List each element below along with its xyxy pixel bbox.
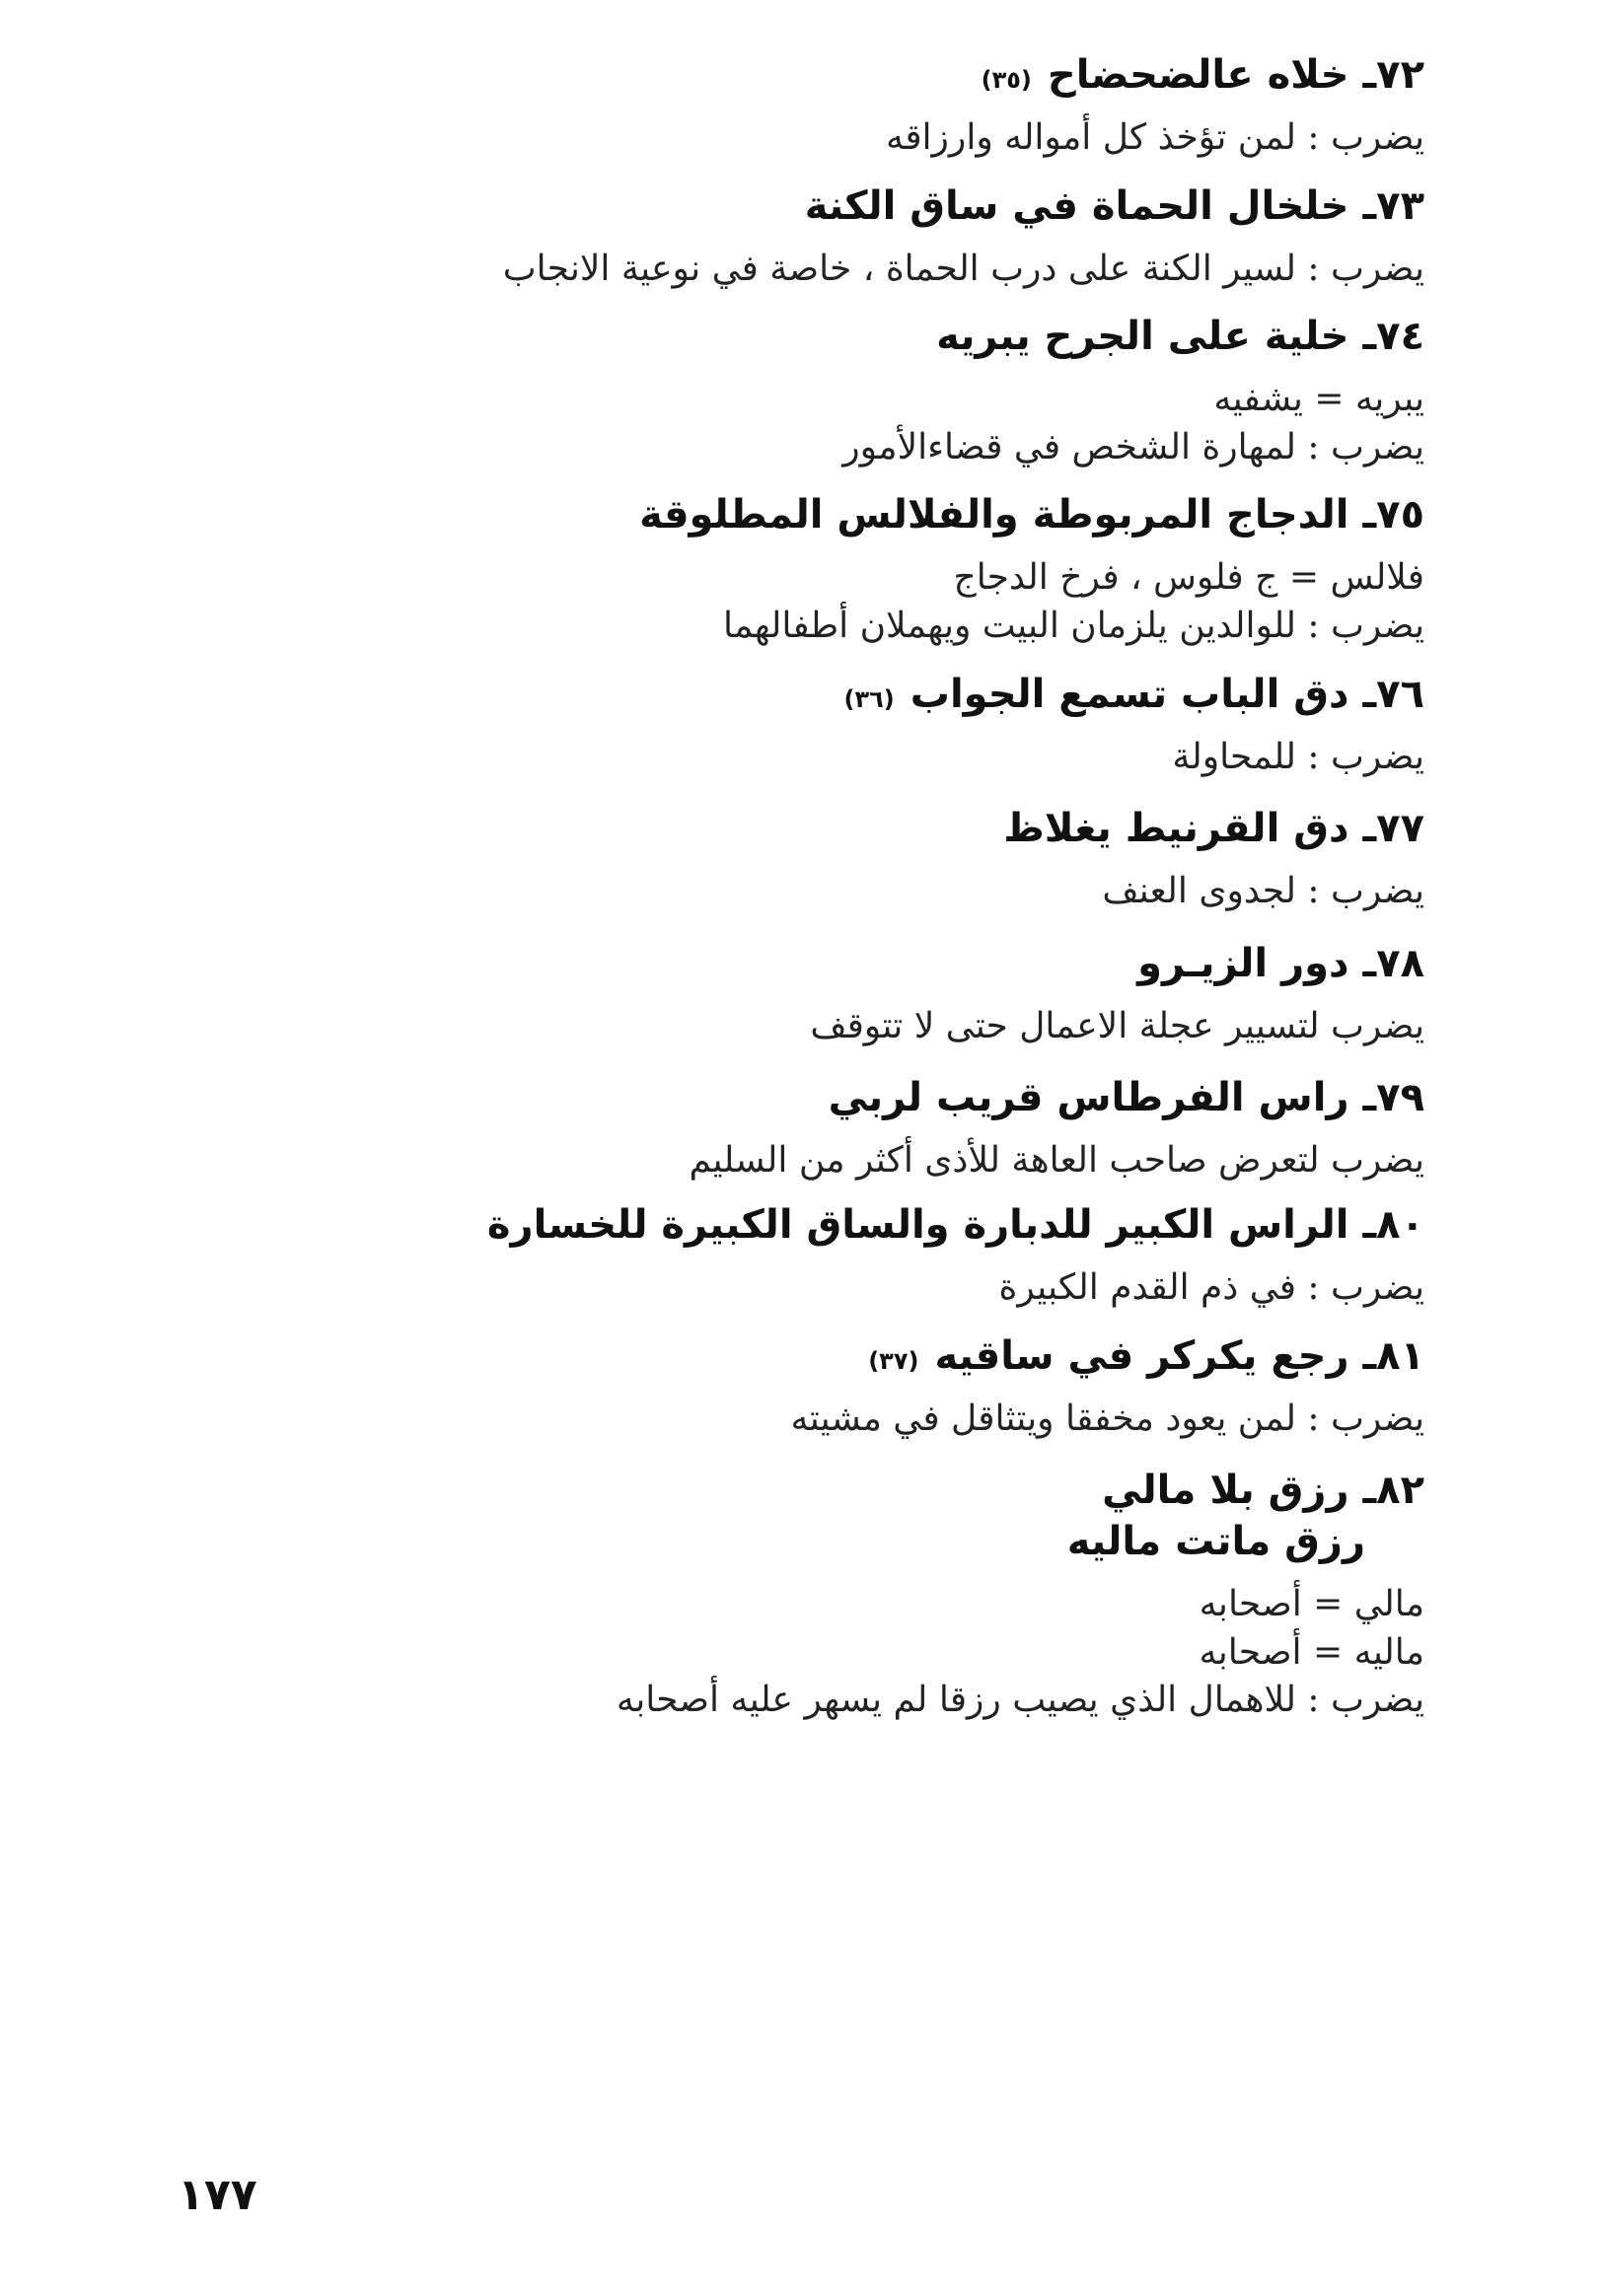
proverb-entry [182, 489, 1424, 650]
proverb-title: الدجاج المربوطة والفلالس المطلوقة [639, 492, 1349, 538]
footnote-reference: (٣٧) [868, 1346, 919, 1375]
proverb-number: ٧٩ـ [1362, 1075, 1424, 1121]
proverb-heading [182, 803, 1424, 854]
explanation-line: يضرب : للاهمال الذي يصيب رزقا لم يسهر عليه أصحابه [616, 1680, 1424, 1721]
proverb-title: خلاه عالضحضاح [1047, 52, 1349, 98]
entries-list [182, 49, 1424, 1725]
proverb-entry [182, 1199, 1424, 1313]
proverb-heading [182, 1330, 1424, 1382]
proverb-title: رزق بلا مالي [1102, 1468, 1349, 1514]
explanation-line: يضرب : لمهارة الشخص في قضاءالأمور [842, 426, 1424, 467]
page-number: ١٧٧ [178, 2170, 257, 2220]
proverb-number: ٧٣ـ [1362, 182, 1424, 229]
proverb-title: راس الفرطاس قريب لربي [828, 1075, 1349, 1121]
proverb-number: ٨٢ـ [1362, 1468, 1424, 1514]
proverb-title: خلية على الجرح يبريه [936, 314, 1349, 360]
explanation-line: يبريه = يشفيه [1213, 379, 1424, 420]
explanation-line: يضرب : للمحاولة [1172, 736, 1424, 777]
explanation-line: يضرب : لسير الكنة على درب الحماة ، خاصة في نوعية الانجاب [502, 248, 1424, 289]
proverb-entry [182, 1465, 1424, 1725]
proverb-number: ٧٥ـ [1362, 492, 1424, 538]
proverb-number: ٧٦ـ [1362, 671, 1424, 717]
proverb-title: دق القرنيط يغلاظ [1003, 806, 1349, 852]
proverb-heading [182, 1465, 1424, 1516]
proverb-number: ٧٢ـ [1362, 52, 1424, 98]
proverb-entry [182, 311, 1424, 471]
proverb-title: دور الزيـرو [1137, 940, 1349, 986]
explanation-line: يضرب : للوالدين يلزمان البيت ويهملان أطفالهما [723, 605, 1424, 646]
explanation-line: يضرب : لمن تؤخذ كل أمواله وارزاقه [886, 117, 1424, 158]
proverb-heading [182, 489, 1424, 540]
proverb-title: الراس الكبير للدبارة والساق الكبيرة للخسارة [486, 1201, 1349, 1248]
proverb-entry [182, 1330, 1424, 1444]
proverb-entry [182, 180, 1424, 294]
proverb-heading [182, 311, 1424, 362]
proverb-heading [182, 938, 1424, 989]
explanation-line: يضرب : لمن يعود مخفقا ويتثاقل في مشيته [790, 1398, 1424, 1439]
proverb-number: ٨٠ـ [1362, 1201, 1424, 1248]
explanation-line: يضرب : لجدوى العنف [1102, 871, 1424, 912]
proverb-heading [182, 180, 1424, 232]
explanation-line: يضرب لتعرض صاحب العاهة للأذى أكثر من السليم [689, 1140, 1424, 1182]
proverb-heading [182, 49, 1424, 101]
proverb-variant: رزق ماتت ماليه [1066, 1519, 1365, 1565]
proverb-heading [182, 1072, 1424, 1123]
proverb-title: رجع يكركر في ساقيه [934, 1332, 1349, 1379]
proverb-entry [182, 803, 1424, 916]
explanation-line: فلالس = ج فلوس ، فرخ الدجاج [953, 557, 1424, 599]
explanation-line: ماليه = أصحابه [1199, 1631, 1424, 1673]
footnote-reference: (٣٥) [981, 66, 1032, 94]
footnote-reference: (٣٦) [843, 684, 895, 713]
proverb-entry [182, 1072, 1424, 1185]
explanation-line: مالي = أصحابه [1199, 1584, 1424, 1625]
proverb-heading [182, 669, 1424, 720]
proverb-number: ٧٤ـ [1362, 314, 1424, 360]
proverb-heading [182, 1199, 1424, 1251]
proverb-number: ٧٨ـ [1362, 940, 1424, 986]
proverb-entry [182, 49, 1424, 163]
proverb-title: دق الباب تسمع الجواب [910, 671, 1349, 717]
proverb-number: ٧٧ـ [1362, 806, 1424, 852]
proverb-entry [182, 669, 1424, 782]
proverb-title: خلخال الحماة في ساق الكنة [804, 182, 1349, 229]
proverb-entry [182, 938, 1424, 1051]
explanation-line: يضرب : في ذم القدم الكبيرة [998, 1266, 1424, 1308]
explanation-line: يضرب لتسيير عجلة الاعمال حتى لا تتوقف [810, 1005, 1424, 1046]
proverb-number: ٨١ـ [1362, 1332, 1424, 1379]
